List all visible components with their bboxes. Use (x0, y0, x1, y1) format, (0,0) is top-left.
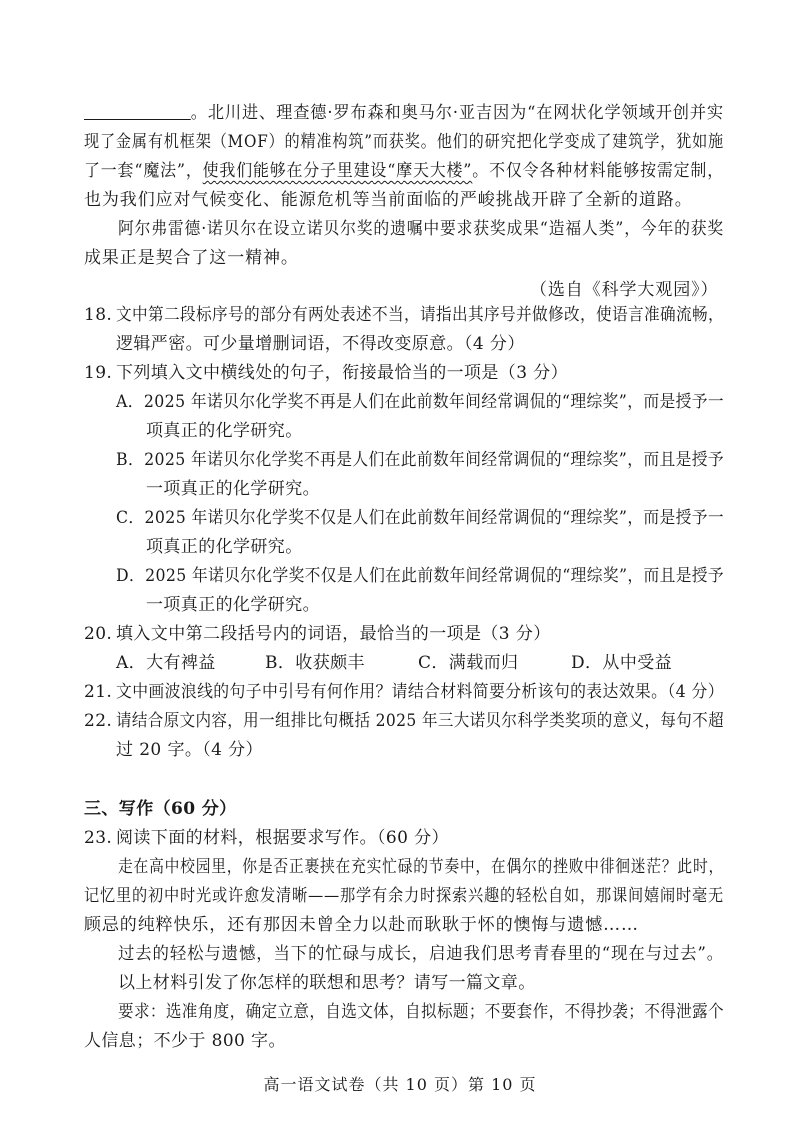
passage-text: 了一套“魔法”， (84, 161, 203, 181)
q19-option-a-line1: A．2025 年诺贝尔化学奖不再是人们在此前数年间经常调侃的“理综奖”，而是授予一 (116, 392, 724, 412)
q23-stem: 阅读下面的材料，根据要求写作。（60 分） (116, 828, 449, 848)
fill-blank (84, 103, 191, 120)
q20-option-b: B．收获颇丰 (265, 653, 365, 673)
section-heading-writing: 三、写作（60 分） (84, 799, 237, 819)
passage-p1-line4: 也为我们应对气候变化、能源危机等当前面临的严峻挑战开辟了全新的道路。 (84, 190, 693, 210)
q19-option-a-line2: 项真正的化学研究。 (146, 421, 303, 441)
q18-stem-line2: 逻辑严密。可少量增删词语，不得改变原意。（4 分） (116, 334, 525, 354)
q22-number: 22. (84, 711, 113, 731)
q20-option-d: D．从中受益 (571, 653, 673, 673)
passage-source: （选自《科学大观园》） (530, 280, 719, 300)
q19-option-c-line2: 项真正的化学研究。 (146, 537, 303, 557)
q22-stem-line2: 过 20 字。（4 分） (116, 740, 263, 760)
writing-requirements-line1: 要求：选准角度，确定立意，自选文体，自拟标题；不要套作，不得抄袭；不得泄露个 (118, 1002, 724, 1022)
q20-number: 20. (84, 624, 113, 644)
q19-option-c-line1: C．2025 年诺贝尔化学奖不仅是人们在此前数年间经常调侃的“理综奖”，而是授予一 (116, 508, 725, 528)
q20-stem: 填入文中第二段括号内的词语，最恰当的一项是（3 分） (116, 624, 551, 644)
material-line1: 走在高中校园里，你是否正裹挟在充实忙碌的节奏中，在偶尔的挫败中徘徊迷茫？此时， (118, 857, 725, 877)
passage-p2-line1: 阿尔弗雷德·诺贝尔在设立诺贝尔奖的遗嘱中要求获奖成果“造福人类”，今年的获奖 (118, 219, 725, 239)
passage-p1-line2: 现了金属有机框架（MOF）的精准构筑”而获奖。他们的研究把化学变成了建筑学，犹如施 (84, 132, 725, 152)
material-line3: 顾忌的纯粹快乐，还有那因未曾全力以赴而耿耿于怀的懊悔与遗憾…… (84, 915, 639, 935)
passage-text: 。不仅令各种材料能够按需定制， (472, 161, 724, 181)
q19-number: 19. (84, 363, 113, 383)
material-line2: 记忆里的初中时光或许愈发清晰——那学有余力时探索兴趣的轻松自如，那课间嬉闹时毫无 (84, 886, 725, 906)
wavy-underlined-sentence: 使我们能够在分子里建设“摩天大楼” (202, 161, 473, 181)
q18-stem-line1: 文中第二段标序号的部分有两处表述不当，请指出其序号并做修改，使语言准确流畅， (116, 305, 724, 325)
q23-number: 23. (84, 828, 113, 848)
passage-text: 。北川进、理查德·罗布森和奥马尔·亚吉因为“在网状化学领域开创并实 (190, 103, 724, 123)
q22-stem-line1: 请结合原文内容，用一组排比句概括 2025 年三大诺贝尔科学类奖项的意义，每句不超 (116, 711, 724, 731)
q19-option-d-line1: D．2025 年诺贝尔化学奖不仅是人们在此前数年间经常调侃的“理综奖”，而且是授予 (116, 566, 724, 586)
q19-option-b-line1: B．2025 年诺贝尔化学奖不再是人们在此前数年间经常调侃的“理综奖”，而且是授予 (116, 450, 725, 470)
q20-option-a: A．大有裨益 (116, 653, 216, 673)
passage-p1-line1 (84, 101, 724, 125)
writing-prompt: 以上材料引发了你怎样的联想和思考？请写一篇文章。 (118, 973, 536, 993)
passage-p1-line3 (84, 159, 724, 183)
writing-requirements-line2: 人信息；不少于 800 字。 (84, 1031, 286, 1051)
q19-option-d-line2: 一项真正的化学研究。 (146, 595, 320, 615)
q19-option-b-line2: 一项真正的化学研究。 (146, 479, 320, 499)
q20-option-c: C．满载而归 (418, 653, 519, 673)
page-footer: 高一语文试卷（共 10 页）第 10 页 (263, 1075, 537, 1094)
passage-p2-line2: 成果正是契合了这一精神。 (84, 248, 299, 268)
material-line4: 过去的轻松与遗憾，当下的忙碌与成长，启迪我们思考青春里的“现在与过去”。 (118, 944, 724, 964)
q21-number: 21. (84, 682, 113, 702)
q18-number: 18. (84, 305, 113, 325)
q21-stem: 文中画波浪线的句子中引号有何作用？请结合材料简要分析该句的表达效果。（4 分） (116, 682, 724, 702)
q19-stem: 下列填入文中横线处的句子，衔接最恰当的一项是（3 分） (116, 363, 569, 383)
